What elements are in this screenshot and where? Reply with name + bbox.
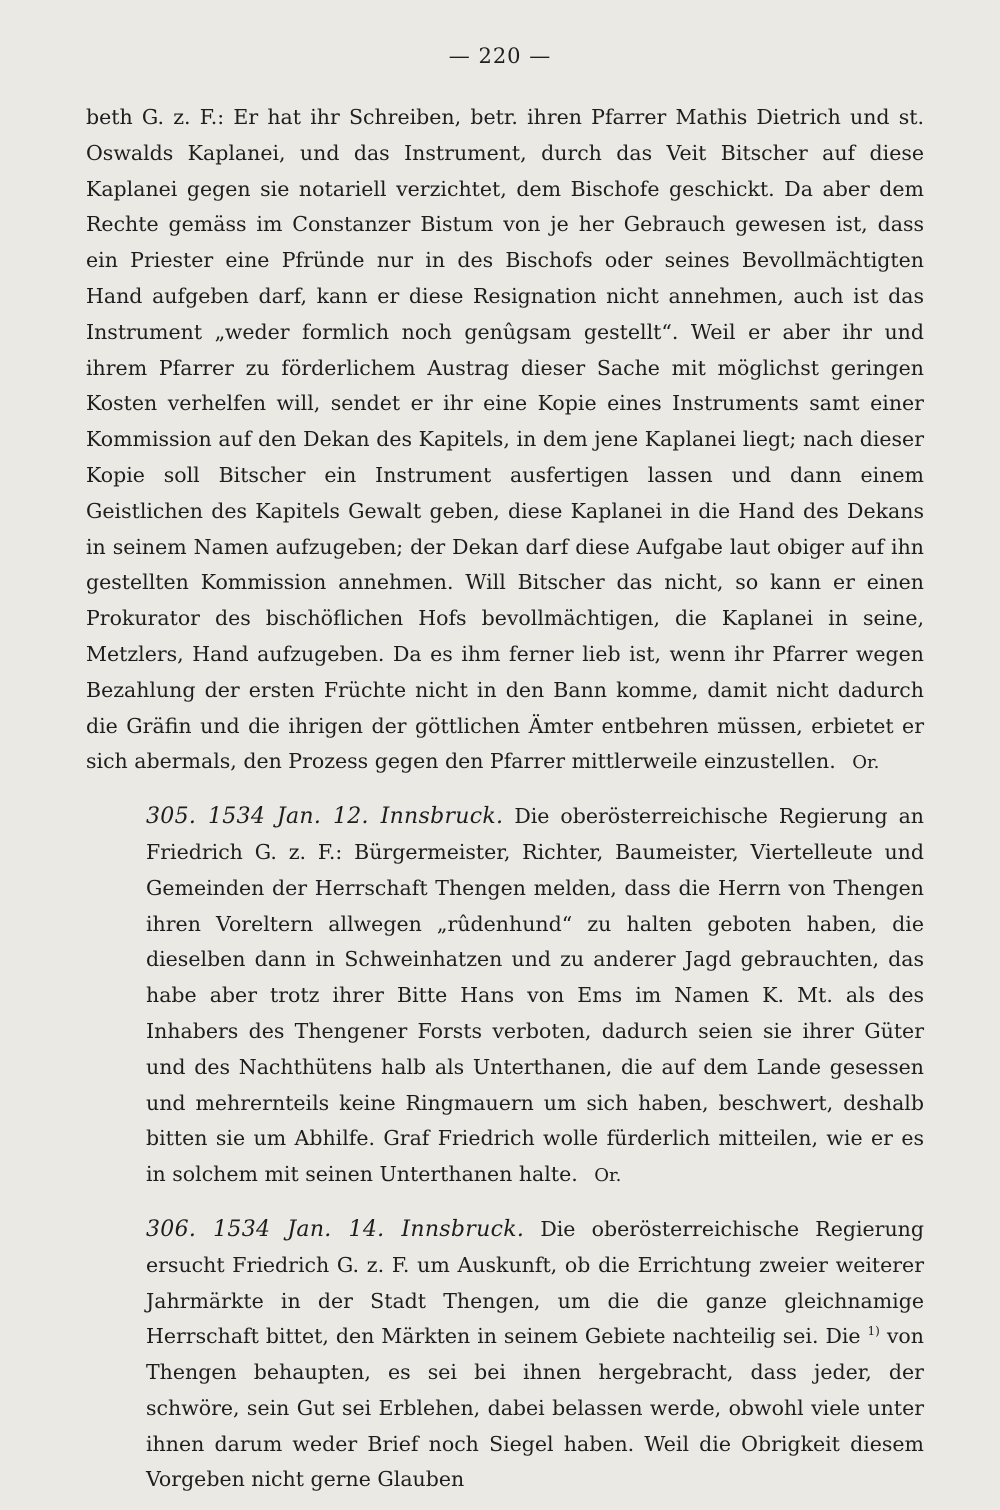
- page-number: — 220 —: [448, 44, 552, 68]
- entry-text: Die oberösterreichische Regierung ersucht Friedrich G. z. F. um Auskunft, ob die Errichtung zweier weiterer Jahrmärkte in der Stadt Thengen, um die die ganze gleichnamige Herrschaft bittet, den Märkten in seinem Gebiete nachteilig sei. Die: [146, 1216, 924, 1349]
- paragraph-text: beth G. z. F.: Er hat ihr Schreiben, betr. ihren Pfarrer Mathis Dietrich und st. Oswalds Kaplanei, und das Instrument, durch das Veit Bitscher auf diese Kaplanei gegen sie notariell verzichtet, dem Bischofe geschickt. Da aber dem Rechte gemäss im Constanzer Bistum von je her Gebrauch gewesen ist, dass ein Priester eine Pfründe nur in des Bischofs oder seines Bevollmächtigten Hand aufgeben darf, kann er diese Resignation nicht annehmen, auch ist das Instrument „weder formlich noch genûgsam gestellt“. Weil er aber ihr und ihrem Pfarrer zu förderlichem Austrag dieser Sache mit möglichst geringen Kosten verhelfen will, sendet er ihr eine Kopie eines Instruments samt einer Kommission auf den Dekan des Kapitels, in dem jene Kaplanei liegt; nach dieser Kopie soll Bitscher ein Instrument ausfertigen lassen und dann einem Geistlichen des Kapitels Gewalt geben, diese Kaplanei in die Hand des Dekans in seinem Namen aufzugeben; der Dekan darf diese Aufgabe laut obiger auf ihn gestellten Kommission annehmen. Will Bitscher das nicht, so kann er einen Prokurator des bischöflichen Hofs bevollmächtigen, die Kaplanei in seine, Metzlers, Hand aufzugeben. Da es ihm ferner lieb ist, wenn ihr Pfarrer wegen Bezahlung der ersten Früchte nicht in den Bann komme, damit nicht dadurch die Gräfin und die ihrigen der göttlichen Ämter entbehren müssen, erbietet er sich abermals, den Prozess gegen den Pfarrer mittlerweile einzustellen.: [86, 105, 924, 774]
- footnote-marker: 1): [867, 1324, 880, 1339]
- paragraph-continuation: [86, 100, 924, 781]
- entry-text-continued: von Thengen behaupten, es sei bei ihnen hergebracht, dass jeder, der schwöre, sein Gut sei Erblehen, dabei belassen werde, obwohl viele unter ihnen darum weder Brief noch Siegel haben. Weil die Obrigkeit diesem Vorgeben nicht gerne Glauben: [146, 1324, 924, 1492]
- entry-text: Die oberösterreichische Regierung an Friedrich G. z. F.: Bürgermeister, Richter, Baumeister, Viertelleute und Gemeinden der Herrschaft Thengen melden, dass die Herrn von Thengen ihren Voreltern allwegen „rûdenhund“ zu halten geboten haben, die dieselben dann in Schweinhatzen und zu anderer Jagd gebrauchten, das habe aber trotz ihrer Bitte Hans von Ems im Namen K. Mt. als des Inhabers des Thengener Forsts verboten, dadurch seien sie ihrer Güter und des Nachthütens halb als Unterthanen, die auf dem Lande gesessen und mehrernteils keine Ringmauern um sich haben, beschwert, deshalb bitten sie um Abhilfe. Graf Friedrich wolle fürderlich mitteilen, wie er es in solchem mit seinen Unterthanen halte.: [146, 804, 924, 1187]
- source-note: Or.: [594, 1165, 622, 1187]
- entry-heading: 306. 1534 Jan. 14. Innsbruck.: [146, 1216, 525, 1242]
- entry-306: [86, 1212, 924, 1498]
- source-note: Or.: [852, 752, 880, 774]
- entry-305: [86, 799, 924, 1194]
- document-body: [86, 100, 924, 1498]
- entry-heading: 305. 1534 Jan. 12. Innsbruck.: [146, 804, 504, 830]
